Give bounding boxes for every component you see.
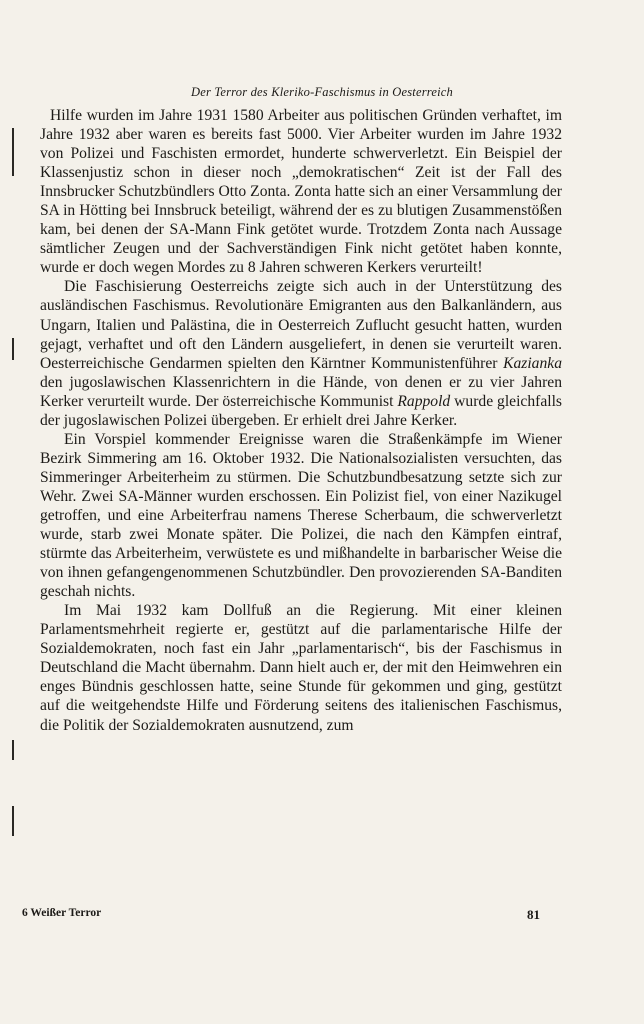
paragraph: Hilfe wurden im Jahre 1931 1580 Arbeiter aus politischen Gründen verhaftet, im Jahre 1932 aber waren es bereits fast 5000. Vier Arbeiter wurden im Jahre 1932 von Polizei und Faschisten ermordet, hunderte schwerverletzt. Ein Beispiel der Klassenjustiz schon in dieser noch „demokratischen“ Zeit ist der Fall des Innsbrucker Schutzbündlers Otto Zonta. Zonta hatte sich an einer Versammlung der SA in Hötting bei Innsbruck beteiligt, während der es zu blutigen Zusammenstößen kam, bei denen der SA-Mann Fink getötet wurde. Trotzdem Zonta nach Aussage sämtlicher Zeugen und der Sachverständigen Fink nicht getötet haben konnte, wurde er doch wegen Mordes zu 8 Jahren schweren Kerkers verurteilt! <box>40 107 562 277</box>
paragraph: Im Mai 1932 kam Dollfuß an die Regierung. Mit einer kleinen Parlamentsmehrheit regierte er, gestützt auf die parlamentarische Hilfe der Sozialdemokraten, noch fast ein Jahr „parlamentarisch“, bis der Faschismus in Deutschland die Macht übernahm. Dann hielt auch er, der mit den Heimwehren ein enges Bündnis geschlossen hatte, seine Stunde für gekommen und ging, gestützt auf die weitgehendste Hilfe und Förderung seitens des italienischen Faschismus, die Politik der Sozialdemokraten ausnutzend, zum <box>40 602 562 734</box>
margin-pencil-mark <box>12 740 14 760</box>
paragraph: Ein Vorspiel kommender Ereignisse waren die Straßenkämpfe im Wiener Bezirk Simmering am 16. Oktober 1932. Die Nationalsozialisten versuchten, das Simmeringer Arbeiterheim zu stürmen. Die Schutzbundbesatzung setzte sich zur Wehr. Zwei SA-Männer wurden erschossen. Ein Polizist fiel, von einer Nazikugel getroffen, und eine Arbeiterfrau namens Therese Scherbaum, die schwerverletzt wurde, starb zwei Monate später. Die Polizei, die nach den Kämpfen eintraf, stürmte das Arbeiterheim, verwüstete es und mißhandelte in barbarischer Weise die von ihnen gefangengenommenen Schutzbündler. Den provozierenden SA-Banditen geschah nichts. <box>40 430 562 601</box>
margin-pencil-mark <box>12 338 14 360</box>
page-footer <box>22 907 540 923</box>
running-header: Der Terror des Kleriko-Faschismus in Oesterreich <box>190 85 453 99</box>
printer-signature: 6 Weißer Terror <box>22 907 102 919</box>
body-text <box>40 106 562 735</box>
italic-name: Rappold <box>397 392 451 410</box>
page-number: 81 <box>527 907 540 922</box>
margin-pencil-mark <box>12 806 14 836</box>
margin-pencil-mark <box>12 128 14 176</box>
paragraph: Die Faschisierung Oesterreichs zeigte sich auch in der Unterstützung des ausländischen Faschismus. Revolutionäre Emigranten aus den Balkanländern, aus Ungarn, Italien und Palästina, die in Oesterreich Zuflucht gesucht hatten, wurden gejagt, verhaftet und oft den Ländern ausgeliefert, in denen sie verurteilt waren. Oesterreichische Gendarmen spielten den Kärntner Kommunistenführer Kazianka den jugoslawischen Klassenrichtern in die Hände, von denen er zu vier Jahren Kerker verurteilt wurde. Der österreichische Kommunist Rappold wurde gleichfalls der jugoslawischen Polizei übergeben. Er erhielt drei Jahre Kerker. <box>40 278 562 429</box>
italic-name: Kazianka <box>503 354 562 372</box>
